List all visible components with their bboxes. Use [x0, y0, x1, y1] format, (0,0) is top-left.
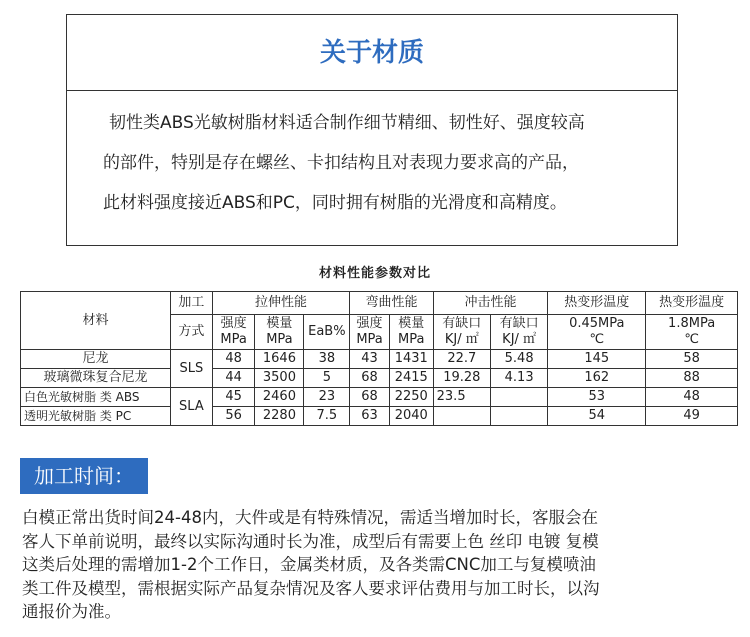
header-notched-1: 有缺口 KJ/ ㎡: [433, 315, 490, 350]
elongation: 7.5: [304, 407, 350, 426]
header-elongation: EaB%: [304, 315, 350, 350]
header-hdt-2: 热变形温度: [646, 292, 738, 315]
header-tensile: 拉伸性能: [212, 292, 350, 315]
header-flex-modulus: 模量 MPa: [389, 315, 433, 350]
elongation: 23: [304, 388, 350, 407]
table-row: [21, 388, 738, 407]
tensile-modulus: 1646: [255, 350, 304, 369]
notched-impact-1: 22.7: [433, 350, 490, 369]
header-hdt-1-condition: 0.45MPa ℃: [548, 315, 646, 350]
flex-modulus: 2415: [389, 369, 433, 388]
elongation: 38: [304, 350, 350, 369]
tensile-modulus: 2280: [255, 407, 304, 426]
notched-impact-2: [490, 407, 547, 426]
tensile-modulus: 2460: [255, 388, 304, 407]
hdt-2: 49: [646, 407, 738, 426]
flex-strength: 68: [350, 388, 390, 407]
header-notched-2: 有缺口 KJ/ ㎡: [490, 315, 547, 350]
flex-modulus: 2040: [389, 407, 433, 426]
notched-impact-1: [433, 407, 490, 426]
material-name: 白色光敏树脂 类 ABS: [21, 388, 171, 407]
header-flex-strength: 强度 MPa: [350, 315, 390, 350]
hdt-1: 54: [548, 407, 646, 426]
flex-strength: 63: [350, 407, 390, 426]
processing-line: 客人下单前说明，最终以实际沟通时长为准，成型后有需要上色 丝印 电镀 复模: [22, 531, 599, 551]
processing-time-description: [22, 506, 738, 624]
header-process-bottom: 方式: [171, 315, 213, 350]
tensile-strength: 48: [212, 350, 255, 369]
header-hdt-2-condition: 1.8MPa ℃: [646, 315, 738, 350]
header-flexural: 弯曲性能: [350, 292, 433, 315]
table-row: [21, 369, 738, 388]
material-name: 尼龙: [21, 350, 171, 369]
material-name: 透明光敏树脂 类 PC: [21, 407, 171, 426]
flex-strength: 43: [350, 350, 390, 369]
about-description: [103, 103, 673, 223]
processing-line: 类工件及模型，需根据实际产品复杂情况及客人要求评估费用与加工时长，以沟: [22, 578, 600, 598]
notched-impact-1: 23.5: [433, 388, 490, 407]
header-material: 材料: [21, 292, 171, 350]
processing-time-label: 加工时间：: [20, 458, 148, 494]
header-tensile-modulus: 模量 MPa: [255, 315, 304, 350]
about-material-box: [66, 14, 678, 246]
hdt-2: 48: [646, 388, 738, 407]
processing-line: 这类后处理的需增加1-2个工作日，金属类材质，及各类需CNC加工与复模喷油: [22, 555, 596, 574]
about-line: 的部件，特别是存在螺丝、卡扣结构且对表现力要求高的产品，: [103, 153, 579, 173]
material-properties-table: [20, 291, 738, 426]
table-header-row: [21, 292, 738, 315]
header-hdt-1: 热变形温度: [548, 292, 646, 315]
flex-strength: 68: [350, 369, 390, 388]
process-method: SLS: [171, 350, 213, 388]
notched-impact-2: 4.13: [490, 369, 547, 388]
tensile-strength: 56: [212, 407, 255, 426]
table-row: [21, 407, 738, 426]
processing-line: 白模正常出货时间24-48内，大件或是有特殊情况，需适当增加时长，客服会在: [22, 508, 598, 527]
hdt-2: 88: [646, 369, 738, 388]
hdt-2: 58: [646, 350, 738, 369]
elongation: 5: [304, 369, 350, 388]
notched-impact-2: 5.48: [490, 350, 547, 369]
material-name: 玻璃微珠复合尼龙: [21, 369, 171, 388]
header-tensile-strength: 强度 MPa: [212, 315, 255, 350]
notched-impact-1: 19.28: [433, 369, 490, 388]
about-line: 韧性类ABS光敏树脂材料适合制作细节精细、韧性好、强度较高: [109, 113, 585, 133]
notched-impact-2: [490, 388, 547, 407]
hdt-1: 162: [548, 369, 646, 388]
process-method: SLA: [171, 388, 213, 426]
tensile-strength: 44: [212, 369, 255, 388]
processing-line: 通报价为准。: [22, 602, 121, 621]
header-process-top: 加工: [171, 292, 213, 315]
hdt-1: 145: [548, 350, 646, 369]
about-line: 此材料强度接近ABS和PC，同时拥有树脂的光滑度和高精度。: [103, 193, 567, 213]
tensile-modulus: 3500: [255, 369, 304, 388]
table-row: [21, 350, 738, 369]
flex-modulus: 1431: [389, 350, 433, 369]
about-title: 关于材质: [67, 15, 677, 91]
tensile-strength: 45: [212, 388, 255, 407]
table-caption: 材料性能参数对比: [318, 266, 431, 281]
header-impact: 冲击性能: [433, 292, 548, 315]
hdt-1: 53: [548, 388, 646, 407]
flex-modulus: 2250: [389, 388, 433, 407]
